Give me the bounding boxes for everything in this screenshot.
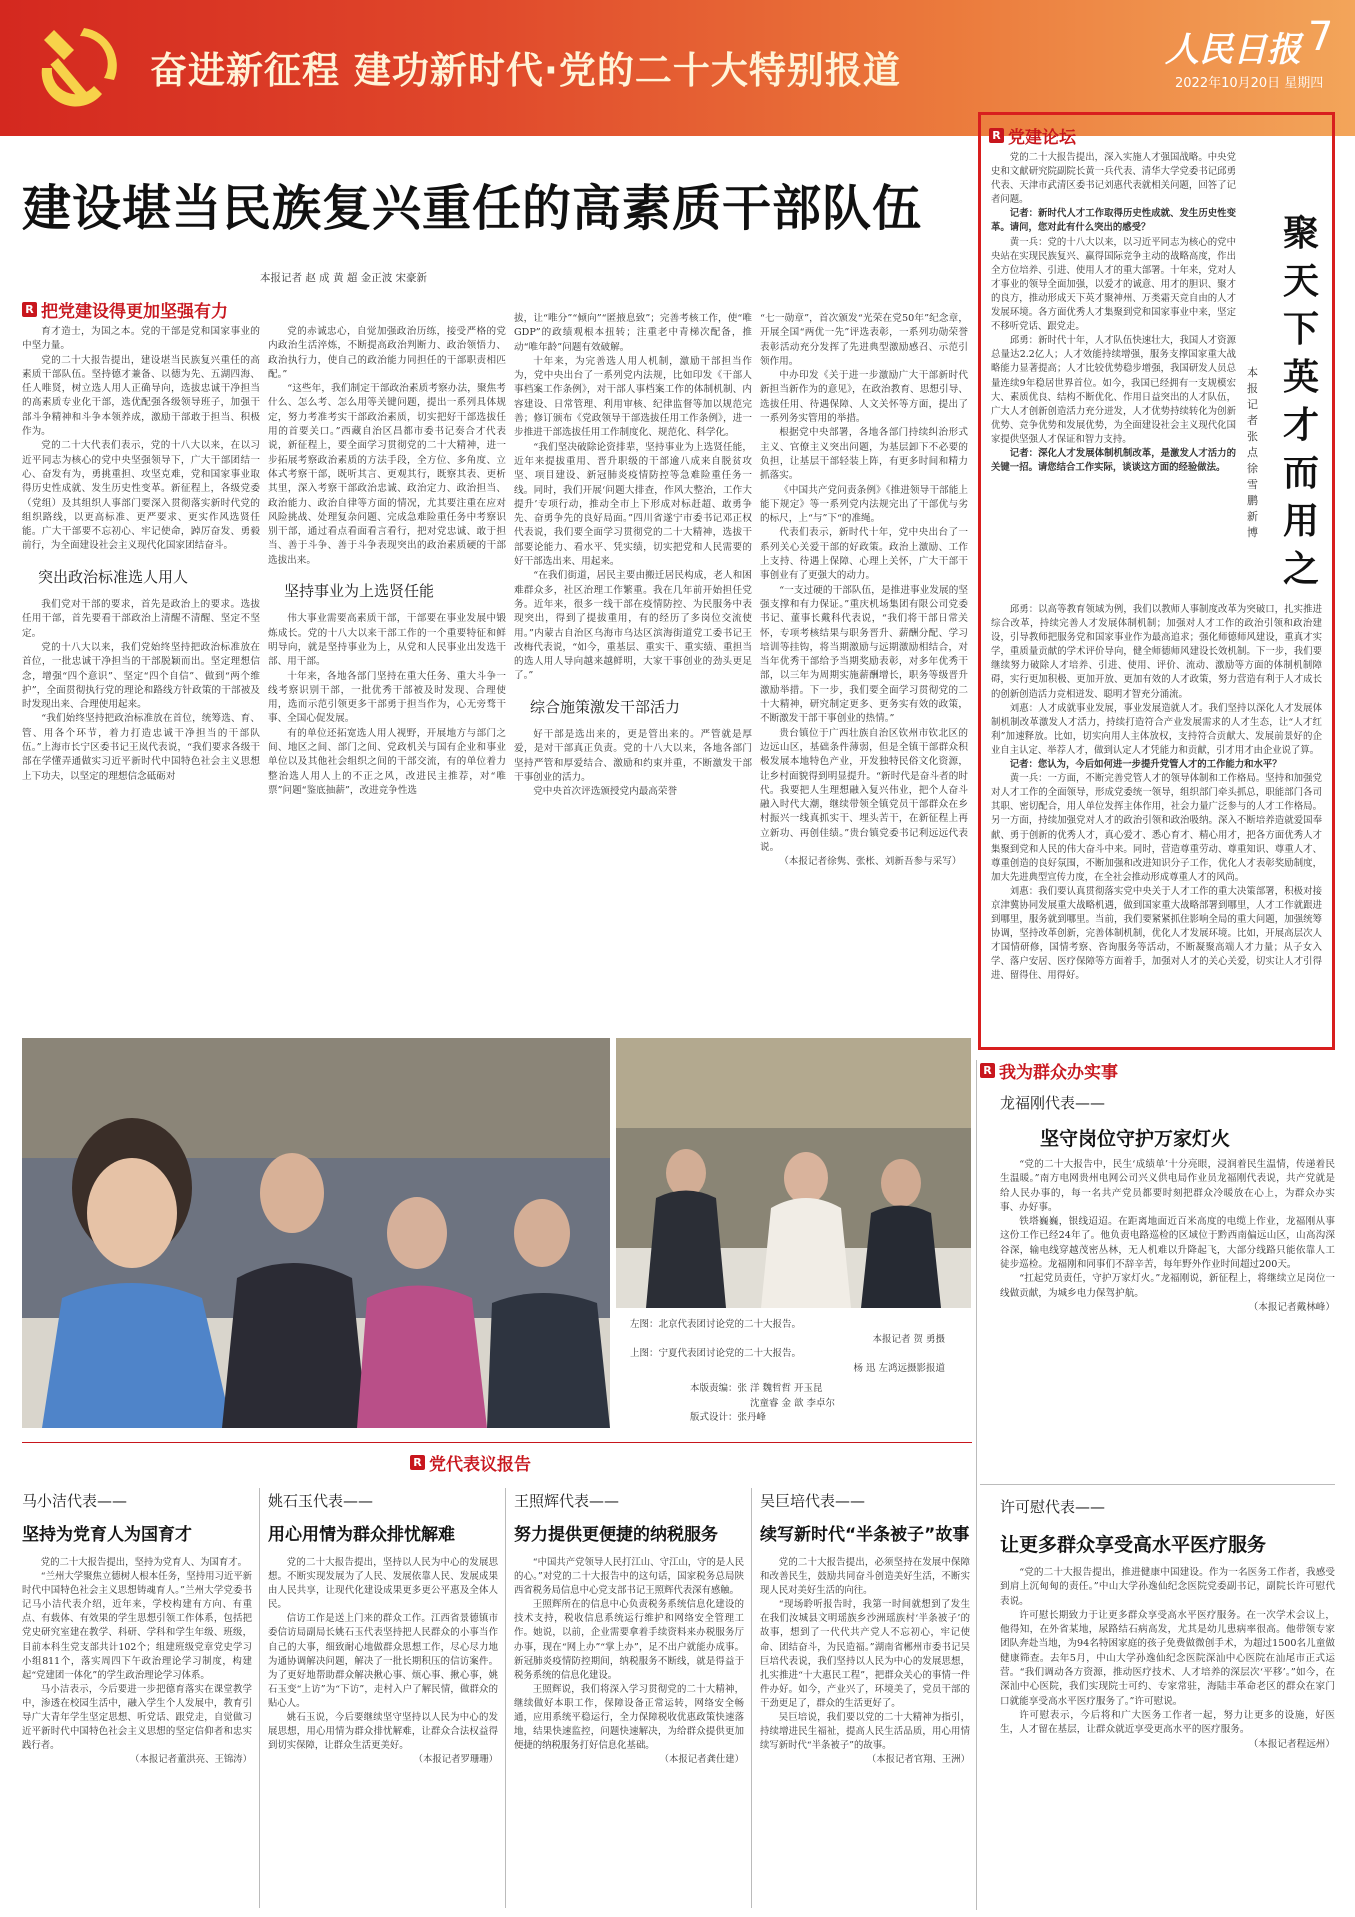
- deputies-section-title: 党代表议报告: [429, 1455, 531, 1475]
- rep-title: 续写新时代“半条被子”故事: [760, 1525, 970, 1545]
- rep-name: 吴巨培代表——: [760, 1492, 866, 1510]
- r-badge-icon: R: [22, 302, 37, 317]
- divider: [976, 1060, 977, 1910]
- rep-title: 努力提供更便捷的纳税服务: [514, 1525, 718, 1545]
- photo-scene: [22, 1038, 610, 1428]
- rep-body: 党的二十大报告提出，坚持为党育人、为国育才。 “兰州大学聚焦立德树人根本任务，坚持用习近平新时代中国特色社会主义思想铸魂育人。”兰州大学党委书记马小洁代表介绍，近年来，学校构建有方向、有重点、有载体、有效果的学生思想引领工作体系，包括把党史研究室建在教学、科研、学科和学生年级、班级，目前本科生党支部共计102个；组建班级党章党史学习小组811个，落实周四下午政治理论学习制度，构建起“党建团一体化”的学生政治理论学习体系。 马小洁表示，今后要进一步把德育落实在课堂教学中，渗透在校园生活中，融入学生个人发展中，教育引导广大青年学生坚定思想、听党话、跟党走，自觉做习近平新时代中国特色社会主义思想的坚定信仰者和忠实践行者。 （本报记者董洪亮、王锦涛）: [22, 1557, 252, 1766]
- deputies-section-heading: [410, 1450, 531, 1475]
- subheading: 综合施策激发干部活力: [530, 697, 681, 716]
- sidebar-vertical-title: 聚天下英才而用之: [1283, 213, 1320, 590]
- sidebar-title: 党建论坛: [1008, 128, 1076, 148]
- party-emblem-icon: [24, 20, 124, 112]
- group-section-title: 我为群众办实事: [999, 1063, 1118, 1083]
- r-badge-icon: R: [410, 1455, 425, 1470]
- sidebar-box: [978, 112, 1335, 1050]
- subheading: 突出政治标准选人用人: [38, 567, 189, 586]
- page-number: 7: [1308, 14, 1334, 60]
- rep-name: 龙福刚代表——: [1000, 1094, 1106, 1112]
- article-column-3: 拔，让“唯分”“倾向”“匿掖息致”；完善考核工作，使“唯GDP”的政绩观根本扭转；注重老中青梯次配备，推动“唯年龄”问题有效破解。 十年来，为完善选人用人机制，激励干部担当作为，党中央出台了一系列党内法规，比如印发《干部人事档案工作条例》，对干部人事档案工作的体制机制、内容建设、日常管理、利用审核、纪律监督等加以规范完善；修订颁布《党政领导干部选拔任用工作条例》，进一步推进干部选拔任用工作制度化、规范化、科学化。 “我们坚决破除论资排辈，坚持事业为上选贤任能，近年来提拔重用、晋升职级的干部逾八成来自脱贫攻坚、项目建设、新冠肺炎疫情防控等急难险重任务一线。同时，我们开展‘问题大排查，作风大整治，工作大提升’专项行动，推动全市上下形成对标赶超、敢勇争先、奋勇争先的良好局面。”四川省遂宁市委书记邓正权代表说，我们要全面学习贯彻党的二十大精神，选拔干部要论能力、看水平、凭实绩，切实把党和人民需要的好干部选出来、用起来。 “在我们街道，居民主要由搬迁居民构成，老人和困难群众多，社区治理工作繁重。我在几年前开始担任党务。近年来，很多一线干部在疫情防控、为民服务中表现突出，得到了提拔重用，有的经历了多岗位交流使用。”内蒙古自治区乌海市乌达区滨海街道党工委书记王改梅代表说，“如今，重基层、重实干、重实绩、重担当的选人用人导向越来越鲜明，大家干事创业的劲头更足了。” 综合施策激发干部活力 好干部是选出来的，更是管出来的。严管就是厚爱，是对干部真正负责。党的十八大以来，各地各部门坚持严管和厚爱结合、激励和约束并重，不断激发干部干事创业的活力。 党中央首次评选颁授党内最高荣誉: [514, 313, 752, 798]
- divider: [751, 1488, 752, 1908]
- photo-captions: 左图：北京代表团讨论党的二十大报告。 本报记者 贺 勇摄 上图：宁夏代表团讨论党的二十大报告。 杨 迅 左鸿远摄影报道 本版责编：张 洋 魏哲哲 开玉昆 沈童睿 金 歆 李卓尔 版式设计：张丹峰: [630, 1319, 945, 1423]
- rep-name: 王照辉代表——: [514, 1492, 620, 1510]
- rep-body: 党的二十大报告提出，坚持以人民为中心的发展思想。不断实现发展为了人民、发展依靠人民、发展成果由人民共享，让现代化建设成果更多更公平惠及全体人民。 信访工作是送上门来的群众工作。江西省景德镇市委信访局副局长姚石玉代表坚持把人民群众的小事当作自己的大事，细致耐心地做群众思想工作，尽心尽力地为通协调解决问题，解决了一批长期积压的信访案件。为了更好地帮助群众解决揪心事、烦心事、揪心事，姚石玉变“上访”为“下访”，走村入户了解民情，做群众的贴心人。 姚石玉说，今后要继续坚守坚持以人民为中心的发展思想，用心用情为群众排忧解难，让群众合法权益得到切实保障，让群众生活更美好。 （本报记者罗珊珊）: [268, 1557, 498, 1766]
- photo-ningxia-delegation: [616, 1038, 971, 1308]
- rep-body: “党的二十大报告中，民生‘成绩单’十分亮眼，浸润着民生温情，传递着民生温暖。”南方电网贵州电网公司兴义供电局作业员龙福刚代表说，共产党就是给人民办事的，每一名共产党员都要时刻把群众冷暖放在心上，为群众办实事、办好事。 铁塔巍巍，银线迢迢。在距离地面近百米高度的电缆上作业，龙福刚从事这份工作已经24年了。他负责电路巡检的区域位于黔西南偏远山区，山高沟深谷深，输电线穿越茂密丛林，无人机难以升降起飞，大部分线路只能依靠人工徒步巡检。龙福刚和同事们不辞辛苦，每年野外作业时间超过200天。 “扛起党员责任，守护万家灯火。”龙福刚说，新征程上，将继续立足岗位一线做贡献，为城乡电力保驾护航。 （本报记者戴林峰）: [1000, 1159, 1335, 1313]
- rep-body: “中国共产党领导人民打江山、守江山，守的是人民的心。”对党的二十大报告中的这句话，国家税务总局陕西省税务局信息中心党支部书记王照辉代表深有感触。 王照辉所在的信息中心负责税务系统信息化建设的技术支持，税收信息系统运行维护和网络安全管理工作。她说，以前，企业需要拿着手续资料来办税服务厅办事，现在“网上办”“掌上办”，足不出户就能办成事。新冠肺炎疫情防控期间，纳税服务不断线，就是得益于税务系统的信息化建设。 王照辉说，我们将深入学习贯彻党的二十大精神，继续做好本职工作，保障设备正常运转，网络安全畅通，应用系统平稳运行，全力保障税收优惠政策快速落地，结果快速监控，问题快速解决，为给群众提供更加便捷的纳税服务打好信息化基础。 （本报记者龚仕建）: [514, 1557, 744, 1766]
- rep-name: 马小洁代表——: [22, 1492, 128, 1510]
- section-heading: [22, 297, 228, 322]
- byline: 本报记者 赵 成 黄 超 金正波 宋豪新: [260, 272, 428, 284]
- sidebar-body: 邱勇：以高等教育领域为例，我们以教师人事制度改革为突破口，扎实推进综合改革，持续完善人才发展体制机制；加强对人才工作的政治引领和政治建设，引导教师把服务党和国家事业作为最高追求；强化师德师风建设，重真才实学，重质量贡献的学术评价导向，健全师德师风建设长效机制。下一步，我们要继续努力破除人才培养、引进、使用、评价、流动、激励等方面的体制机制障碍，实行更加积极、更加开放、更加有效的人才政策，努力营造有利于人才成长的创新创造活力竞相迸发、聪明才智充分涌流。 刘惠：人才成就事业发展，事业发展造就人才。我们坚持以深化人才发展体制机制改革激发人才活力，持续打造符合产业发展需求的人才生态，让“人才红利”加速释放。比如，切实向用人主体放权，支持符合贡献大、发展前景好的企业自主认定、举荐人才，做到认定人才凭能力和贡献，引才用才由企业说了算。 记者：您认为，今后如何进一步提升党管人才的工作能力和水平？ 黄一兵：一方面，不断完善党管人才的领导体制和工作格局。坚持和加强党对人才工作的全面领导，形成党委统一领导，组织部门牵头抓总，职能部门各司其职、密切配合，用人单位发挥主体作用，社会力量广泛参与的人才工作格局。另一方面，持续加强党对人才的政治引领和政治吸纳。深入不断培养造就爱国奉献、勇于创新的优秀人才，真心爱才、悉心育才、精心用才，把各方面优秀人才集聚到党和人民的伟大奋斗中来。同时，营造尊重劳动、尊重知识、尊重人才、尊重创造的良好氛围，不断加强和改进知识分子工作，优化人才表彰奖励制度，加大先进典型宣传力度，在全社会推动形成尊重人才的风尚。 刘惠：我们要认真贯彻落实党中央关于人才工作的重大决策部署，积极对接京津冀协同发展重大战略机遇，做到国家重大战略部署到哪里，人才工作就跟进到哪里，服务就到哪里。当前，我们要紧紧抓住影响全局的重大问题，加强统筹协调，坚持改革创新，完善体制机制，优化人才发展环境。比如，开展高层次人才国情研修，国情考察、咨询服务等活动，不断凝聚高端人才力量；从子女入学、落户安居、医疗保障等方面着手，加强对人才的关心关爱，切实让人才引得进、留得住、用得好。: [991, 604, 1322, 982]
- rep-title: 用心用情为群众排忧解难: [268, 1525, 455, 1545]
- photo-scene: [616, 1038, 971, 1308]
- r-badge-icon: R: [980, 1063, 995, 1078]
- rep-title: 坚持为党育人为国育才: [22, 1525, 192, 1545]
- sidebar-vertical-byline: 本报记者 张 点 徐雪鹏 新 博: [1247, 366, 1258, 539]
- divider: [505, 1488, 506, 1908]
- rep-title: 让更多群众享受高水平医疗服务: [1000, 1534, 1267, 1556]
- subheading: 坚持事业为上选贤任能: [284, 582, 435, 601]
- article-column-2: 党的赤诚忠心，自觉加强政治历练，接受严格的党内政治生活淬炼，不断提高政治判断力、政治领悟力、政治执行力，使自己的政治能力同担任的干部职责相匹配。” “这些年，我们制定干部政治素质考察办法，聚焦考什么、怎么考、怎么用等关键问题，提出一系列具体规定，努力考准考实干部政治素质，切实把好干部选拔任用的首要关口。”西藏自治区昌都市委书记奏合才代表说，新征程上，要全面学习贯彻党的二十大精神，进一步拓展考察政治素质的方法手段，全方位、多角度、立体式考察干部，既听其言、更观其行，既察其表、更析其里，深入考察干部政治忠诚、政治定力、政治担当、政治能力、政治自律等方面的情况，尤其要注重在应对风险挑战、处理复杂问题、完成急难险重任务中考察识别干部，通过看点看面看言看行，把对党忠诚、敢于担当、善于斗争、善于斗争表现突出的政治素质硬的干部选拔出来。 坚持事业为上选贤任能 伟大事业需要高素质干部，干部要在事业发展中锻炼成长。党的十八大以来干部工作的一个重要特征和鲜明导向，就是坚持事业为上，从党和人民事业出发选干部、用干部。 十年来，各地各部门坚持在重大任务、重大斗争一线考察识别干部，一批优秀干部被及时发现、合理使用，选而示范引领更多干部勇于担当作为，心无旁骛干事、全国心促发展。 有的单位还拓宽选人用人视野，开展地方与部门之间、地区之间、部门之间、党政机关与国有企业和事业单位以及其他社会组织之间的干部交流，有的单位着力整治选人用人上的不正之风，改进民主推荐，对“唯票”问题“鉴底抽薪”，改进竞争性选: [268, 326, 506, 796]
- issue-date: 2022年10月20日 星期四: [1175, 76, 1324, 91]
- divider: [259, 1488, 260, 1908]
- article-column-1: 育才造士，为国之本。党的干部是党和国家事业的中坚力量。 党的二十大报告提出，建设堪当民族复兴重任的高素质干部队伍。坚持德才兼备、以德为先、五湖四海、任人唯贤，树立选人用人正确导向，选拔忠诚干净担当的高素质专业化干部，选优配强各级领导班子，加强干部斗争精神和斗争本领养成，激励干部敢于担当、积极作为。 党的二十大代表们表示，党的十八大以来，在以习近平同志为核心的党中央坚强领导下，广大干部团结一心、奋发有为，勇挑重担、攻坚克难，党和国家事业取得历史性成就、发生历史性变革。新征程上，各级党委（党组）及其组织人事部门要深入贯彻落实新时代党的组织路线，以更高标准、更严要求、更实作风选贤任能。广大干部要不忘初心、牢记使命，踔厉奋发、勇毅前行，为全面建设社会主义现代化国家团结奋斗。 突出政治标准选人用人 我们党对干部的要求，首先是政治上的要求。选拔任用干部，首先要看干部政治上清醒不清醒、坚定不坚定。 党的十八大以来，我们党始终坚持把政治标准放在首位，一批忠诚干净担当的干部脱颖而出。坚定理想信念，增强“四个意识”、坚定“四个自信”、做到“两个维护”，全面贯彻执行党的理论和路线方针政策的干部被及时发现出来、合理使用起来。 “我们始终坚持把政治标准放在首位，统筹选、育、管、用各个环节，着力打造忠诚干净担当的干部队伍。”上海市长宁区委书记王岚代表说，“我们要求各级干部在学懂弄通做实习近平新时代中国特色社会主义思想上下功夫，以坚定的理想信念砥砺对: [22, 326, 260, 782]
- rep-title: 坚守岗位守护万家灯火: [1040, 1128, 1231, 1150]
- rep-body: 党的二十大报告提出，必须坚持在发展中保障和改善民生，鼓励共同奋斗创造美好生活，不断实现人民对美好生活的向往。 “现场聆听报告时，我第一时间就想到了发生在我们汝城县文明瑶族乡沙洲瑶族村‘半条被子’的故事，想到了一代代共产党人不忘初心，牢记使命、团结奋斗，为民造福。”湖南省郴州市委书记吴巨培代表说，我们坚持以人民为中心的发展思想，扎实推进“十大惠民工程”，把群众关心的事情一件件办好。如今，产业兴了，环境美了，党员干部的干劲更足了，群众的生活更好了。 吴巨培说，我们要以党的二十大精神为指引，持续增进民生福祉，提高人民生活品质，用心用情续写新时代“半条被子”的故事。 （本报记者官翔、王洲）: [760, 1557, 970, 1766]
- sidebar-intro-column: 党的二十大报告提出，深入实施人才强国战略。中央党史和文献研究院副院长黄一兵代表、清华大学党委书记邱勇代表、天津市武清区委书记刘惠代表就相关问题，回答了记者问题。 记者：新时代人才工作取得历史性成就、发生历史性变革。请问，您对此有什么突出的感受？ 黄一兵：党的十八大以来，以习近平同志为核心的党中央站在实现民族复兴、赢得国际竞争主动的战略高度，作出全方位培养、引进、使用人才的重大部署。十年来，党对人才事业的领导全面加强，以爱才的诚意、用才的胆识、聚才的良方，推动形成天下英才聚神州、万类霜天竞自由的人才发展环境。各方面优秀人才集聚到党和国家事业中来，坚定不移听党话、跟党走。 邱勇：新时代十年，人才队伍快速壮大，我国人才资源总量达2.2亿人；人才效能持续增强，服务支撑国家重大战略能力显著提高；人才比较优势稳步增强，我国研发人员总量连续9年稳居世界首位。如今，我国已经拥有一支规模宏大、素质优良、结构不断优化、作用日益突出的人才队伍，广大人才创新创造活力充分迸发，人才优势持续转化为创新优势、竞争优势和发展优势，为全面建设社会主义现代化国家提供坚强人才保证和智力支持。 记者：深化人才发展体制机制改革，是激发人才活力的关键一招。请您结合工作实际，谈谈这方面的经验做法。: [991, 152, 1236, 474]
- banner-text: 奋进新征程 建功新时代·党的二十大特别报道: [150, 49, 901, 92]
- section-title: 把党建设得更加坚强有力: [41, 302, 228, 322]
- main-headline: 建设堪当民族复兴重任的高素质干部队伍: [22, 180, 923, 237]
- group-section-heading: [980, 1058, 1118, 1083]
- article-column-4: “七一勋章”，首次颁发“光荣在党50年”纪念章，开展全国“两优一先”评选表彰，一系列功勋荣誉表彰活动充分发挥了先进典型激励感召、示范引领作用。 中办印发《关于进一步激励广大干部新时代新担当新作为的意见》，在政治教育、思想引导、选拔任用、待遇保障、人文关怀等方面，提出了一系列务实管用的举措。 根据党中央部署，各地各部门持续纠治形式主义、官僚主义突出问题，为基层卸下不必要的负担，让基层干部轻装上阵，有更多时间和精力抓落实。 《中国共产党问责条例》《推进领导干部能上能下规定》等一系列党内法规完出了干部优与劣的标尺，上“与”下“的准绳。 代表们表示，新时代十年，党中央出台了一系列关心关爱干部的好政策。政治上激励、工作上支持、待遇上保障、心理上关怀，广大干部干事创业有了更强大的动力。 “一支过硬的干部队伍，是推进事业发展的坚强支撑和有力保证。”重庆机场集团有限公司党委书记、董事长戴科代表说，“我们将干部日常关怀，专项考核结果与职务晋升、薪酬分配、学习培训等挂钩，将当期激励与远期激励相结合，对当年优秀干部给予当期奖励表彰，对多年优秀干部，以三年为周期实施薪酬增长，职务等级晋升激励举措。下一步，我们要全面学习贯彻党的二十大精神，研究制定更多、更务实有效的政策，不断激发干部干事创业的热情。” 贵台镇位于广西壮族自治区钦州市钦北区的边远山区，基础条件薄弱，但是全镇干部群众积极发展本地特色产业，开发独特民俗文化资源，让乡村面貌得到明显提升。“新时代是奋斗者的时代。我要把人生理想融入复兴伟业，把个人奋斗融入时代大潮，继续带领全镇党员干部群众在乡村振兴一线真抓实干、埋头苦干，在新征程上再立新功、再创佳绩。”贵台镇党委书记利远远代表说。 （本报记者徐隽、张枨、刘新吾参与采写）: [760, 312, 968, 1015]
- credit: （本报记者徐隽、张枨、刘新吾参与采写）: [779, 856, 962, 868]
- sidebar-heading: [989, 123, 1076, 148]
- r-badge-icon: R: [989, 128, 1004, 143]
- rep-name: 姚石玉代表——: [268, 1492, 374, 1510]
- rep-body: “党的二十大报告提出，推进健康中国建设。作为一名医务工作者，我感受到肩上沉甸甸的责任。”中山大学孙逸仙纪念医院党委副书记，副院长许可慰代表说。 许可慰长期致力于让更多群众享受高水平医疗服务。在一次学术会议上，他得知，在外省某地，尿路结石病高发，尤其是幼儿患病率很高。他带领专家团队奔赴当地，为94名特困家庭的孩子免费做微创手术，为超过1500名儿童做健康筛查。去年5月，中山大学孙逸仙纪念医院深汕中心医院在汕尾市正式运营。“我们调动各方资源，推动医疗技术、人才培养的深层次‘平移’。”如今，在深汕中心医院，我们实现院士可约、专家常驻，海陆丰革命老区的群众在家门口就能享受高水平医疗服务了。”许可慰说。 许可慰表示，今后将和广大医务工作者一起，努力让更多的设施，好医生，人才留在基层，让群众就近享受更高水平的医疗服务。 （本报记者程远州）: [1000, 1567, 1335, 1750]
- divider: [22, 1442, 972, 1443]
- rep-name: 许可慰代表——: [1000, 1498, 1106, 1516]
- photo-beijing-delegation: [22, 1038, 610, 1428]
- masthead-logo: 人民日报: [1165, 30, 1301, 70]
- divider: [980, 1484, 1335, 1485]
